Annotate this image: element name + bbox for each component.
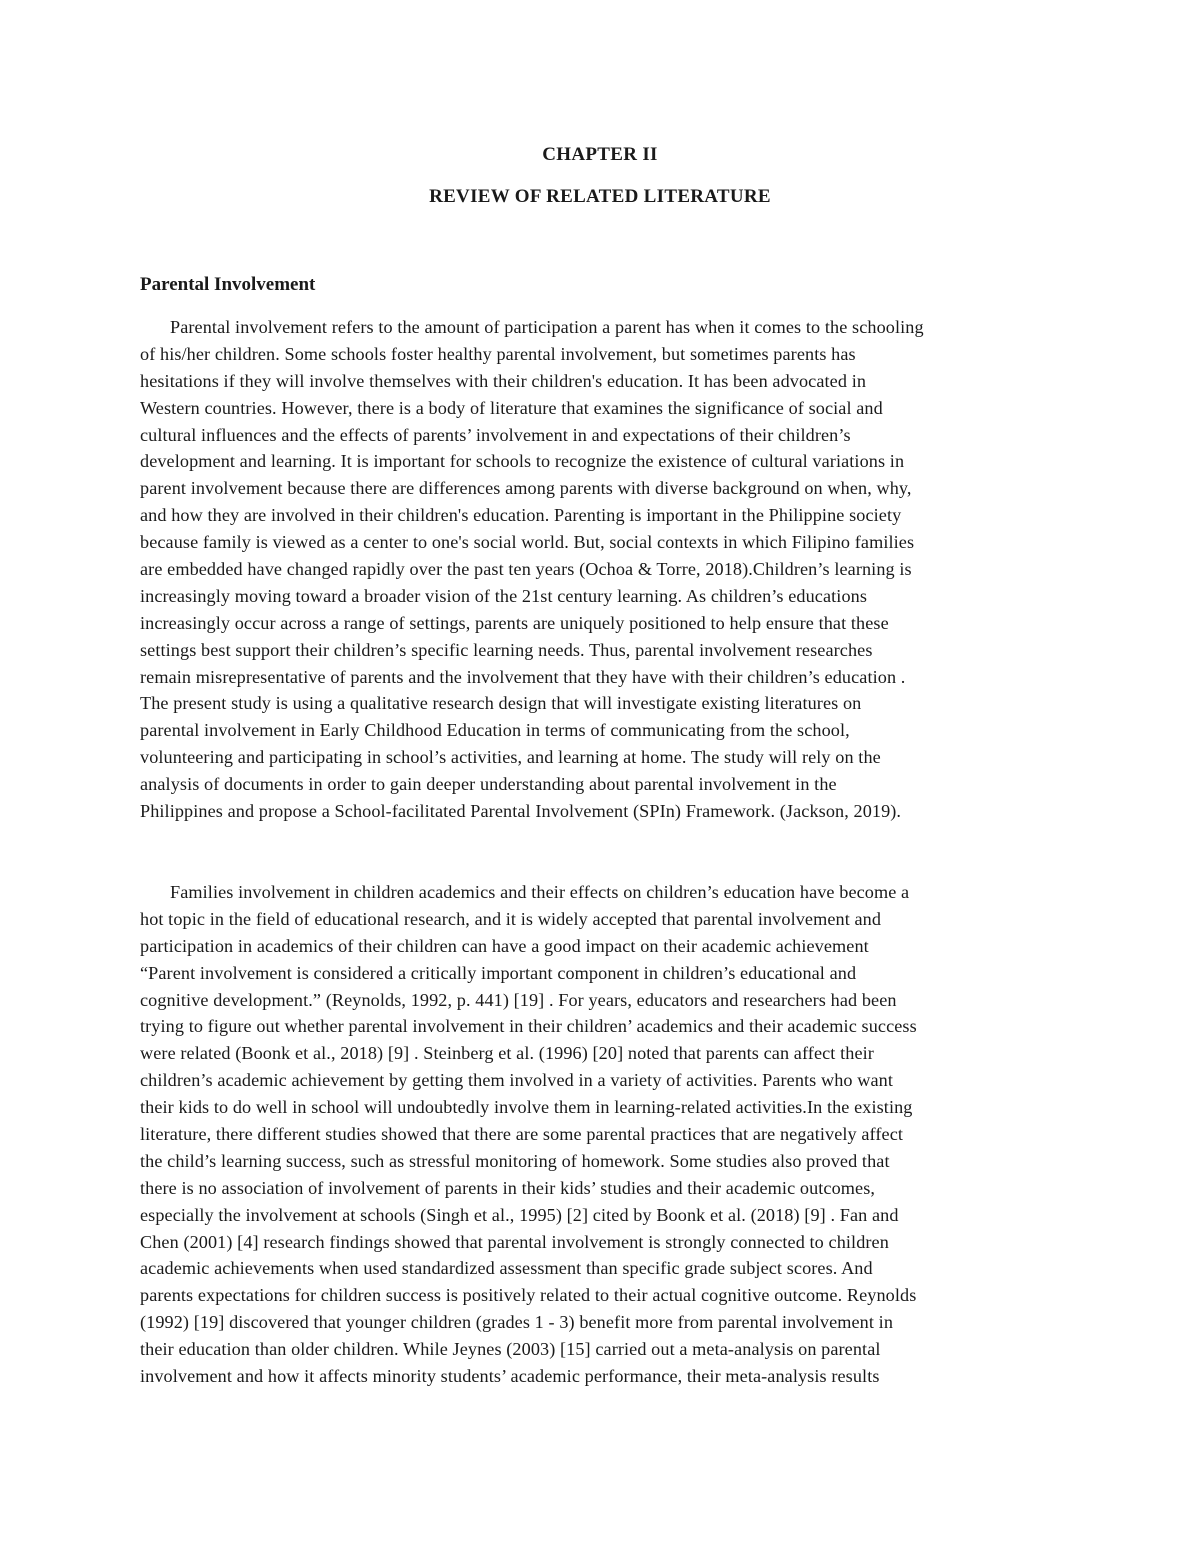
paragraph-line: cognitive development.” (Reynolds, 1992, p. 441) [19] . For years, educators and researchers had been bbox=[140, 989, 897, 1010]
paragraph-line: are embedded have changed rapidly over the past ten years (Ochoa & Torre, 2018).Children’s learning is bbox=[140, 559, 912, 580]
paragraph-line: analysis of documents in order to gain deeper understanding about parental involvement in the bbox=[140, 774, 837, 795]
paragraph-line: Chen (2001) [4] research findings showed that parental involvement is strongly connected to children bbox=[140, 1231, 889, 1252]
section-heading: Parental Involvement bbox=[140, 274, 316, 295]
paragraph-line: “Parent involvement is considered a critically important component in children’s educational and bbox=[140, 962, 857, 983]
paragraph-line: The present study is using a qualitative research design that will investigate existing literatures on bbox=[140, 693, 862, 714]
paragraph-line: participation in academics of their children can have a good impact on their academic achievement bbox=[140, 935, 869, 956]
paragraph-line: parental involvement in Early Childhood Education in terms of communicating from the school, bbox=[140, 720, 850, 741]
paragraph-line: because family is viewed as a center to one's social world. But, social contexts in which Filipino families bbox=[140, 532, 915, 553]
paragraph-line: trying to figure out whether parental involvement in their children’ academics and their academic success bbox=[140, 1016, 917, 1037]
paragraph-line: especially the involvement at schools (Singh et al., 1995) [2] cited by Boonk et al. (2018) [9] . Fan and bbox=[140, 1204, 899, 1225]
paragraph-line: involvement and how it affects minority students’ academic performance, their meta-analysis results bbox=[140, 1366, 880, 1387]
paragraph-line: the child’s learning success, such as stressful monitoring of homework. Some studies also proved that bbox=[140, 1150, 890, 1171]
paragraph-line: their education than older children. While Jeynes (2003) [15] carried out a meta-analysis on parental bbox=[140, 1339, 881, 1360]
paragraph-line: academic achievements when used standardized assessment than specific grade subject scores. And bbox=[140, 1258, 873, 1279]
paragraph-line: their kids to do well in school will undoubtedly involve them in learning-related activities.In the existing bbox=[140, 1097, 913, 1118]
paragraph-line: (1992) [19] discovered that younger children (grades 1 - 3) benefit more from parental involvement in bbox=[140, 1312, 894, 1333]
paragraph-2 bbox=[140, 879, 1070, 1390]
paragraph-line: hot topic in the field of educational research, and it is widely accepted that parental involvement and bbox=[140, 908, 882, 929]
paragraph-line: literature, there different studies showed that there are some parental practices that are negatively affect bbox=[140, 1124, 904, 1145]
paragraph-line: settings best support their children’s specific learning needs. Thus, parental involvement researches bbox=[140, 639, 873, 660]
paragraph-line: hesitations if they will involve themselves with their children's education. It has been advocated in bbox=[140, 370, 867, 391]
paragraph-line: there is no association of involvement of parents in their kids’ studies and their academic outcomes, bbox=[140, 1177, 876, 1198]
paragraph-line: volunteering and participating in school’s activities, and learning at home. The study will rely on the bbox=[140, 747, 881, 768]
paragraph-line: of his/her children. Some schools foster healthy parental involvement, but sometimes parents has bbox=[140, 343, 856, 364]
paragraph-line: increasingly moving toward a broader vision of the 21st century learning. As children’s educations bbox=[140, 585, 868, 606]
paragraph-line: Western countries. However, there is a body of literature that examines the significance of social and bbox=[140, 397, 883, 418]
paragraph-line: parent involvement because there are differences among parents with diverse background on when, why, bbox=[140, 478, 912, 499]
paragraph-line: parents expectations for children success is positively related to their actual cognitive outcome. Reynolds bbox=[140, 1285, 917, 1306]
paragraph-line: were related (Boonk et al., 2018) [9] . Steinberg et al. (1996) [20] noted that parents can affect their bbox=[140, 1043, 874, 1064]
paragraph-line: Parental involvement refers to the amount of participation a parent has when it comes to the schooling bbox=[170, 317, 924, 337]
chapter-title: REVIEW OF RELATED LITERATURE bbox=[429, 186, 771, 207]
paragraph-line: Families involvement in children academics and their effects on children’s education have become a bbox=[170, 882, 910, 902]
paragraph-line: increasingly occur across a range of settings, parents are uniquely positioned to help ensure that these bbox=[140, 612, 889, 633]
paragraph-line: cultural influences and the effects of parents’ involvement in and expectations of their children’s bbox=[140, 424, 851, 445]
paragraph-line: children’s academic achievement by getting them involved in a variety of activities. Parents who want bbox=[140, 1070, 894, 1091]
paragraph-line: remain misrepresentative of parents and the involvement that they have with their children’s education . bbox=[140, 666, 906, 687]
paragraph-line: and how they are involved in their children's education. Parenting is important in the Philippine society bbox=[140, 505, 902, 526]
paragraph-line: development and learning. It is important for schools to recognize the existence of cultural variations in bbox=[140, 451, 905, 472]
paragraph-1 bbox=[140, 314, 1070, 825]
paragraph-line: Philippines and propose a School-facilitated Parental Involvement (SPIn) Framework. (Jackson, 2019). bbox=[140, 801, 902, 822]
chapter-number: CHAPTER II bbox=[542, 144, 658, 165]
